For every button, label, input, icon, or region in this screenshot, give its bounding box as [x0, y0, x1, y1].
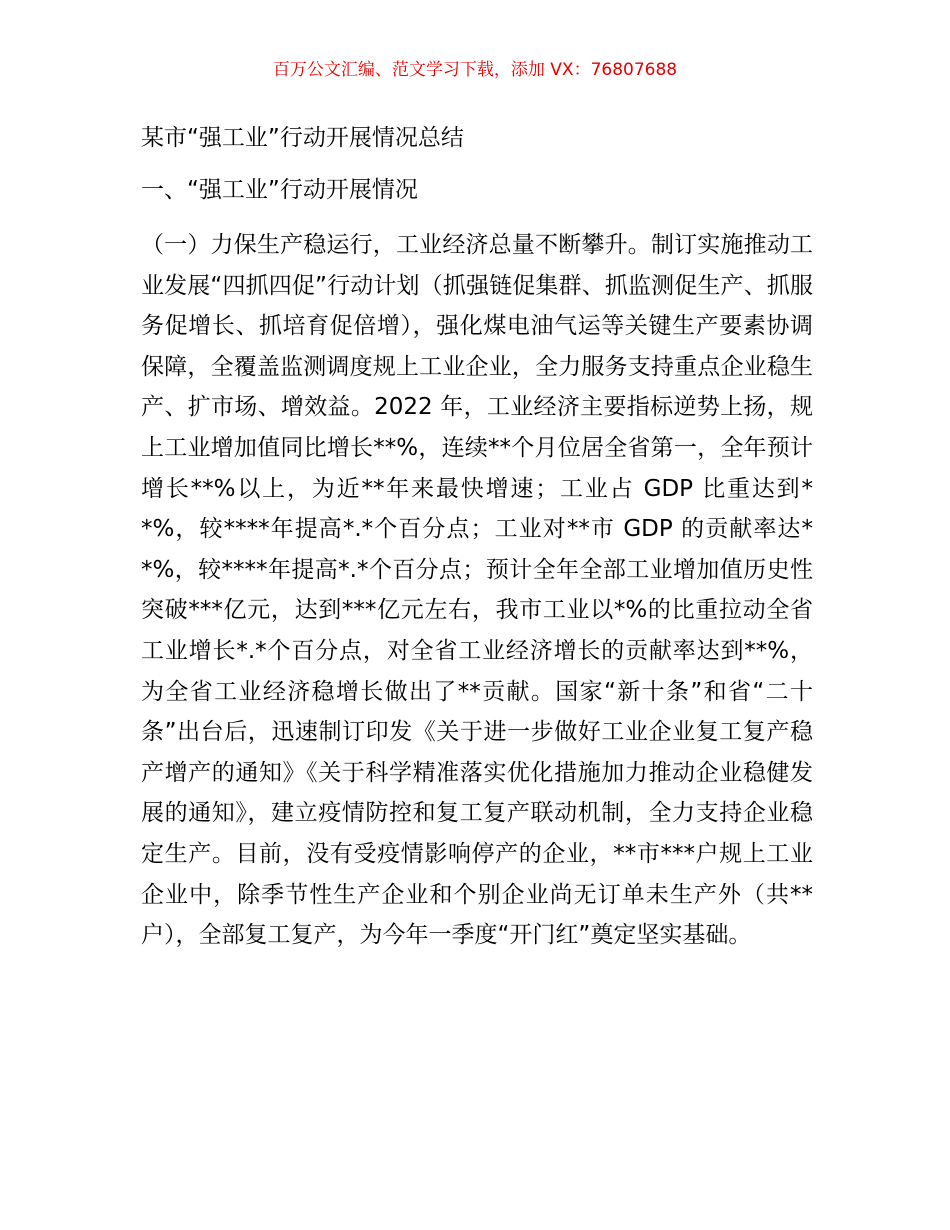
paragraph-body: 制订实施推动工业发展“四抓四促”行动计划（抓强链促集群、抓监测促生产、抓服务促增长、抓培育促倍增），强化煤电油气运等关键生产要素协调保障，全覆盖监测调度规上工业企业，全力服务支持重点企业稳生产、扩市场、增效益。2022 年，工业经济主要指标逆势上扬，规上工业增加值同比增长**%，连续**个月位居全省第一，全年预计增长**%以上，为近**年来最快增速；工业占 GDP 比重达到**%，较****年提高*.*个百分点；工业对**市 GDP 的贡献率达**%，较****年提高*.*个百分点；预计全年全部工业增加值历史性突破***亿元，达到***亿元左右，我市工业以*%的比重拉动全省工业增长*.*个百分点，对全省工业经济增长的贡献率达到**%，为全省工业经济稳增长做出了**贡献。国家“新十条”和省“二十条”出台后，迅速制订印发《关于进一步做好工业企业复工复产稳产增产的通知》《关于科学精准落实优化措施加力推动企业稳健发展的通知》，建立疫情防控和复工复产联动机制，全力支持企业稳定生产。目前，没有受疫情影响停产的企业，**市***户规上工业企业中，除季节性生产企业和个别企业尚无订单未生产外（共**户），全部复工复产，为今年一季度“开门红”奠定坚实基础。: [141, 232, 814, 949]
document-title: 某市“强工业”行动开展情况总结: [141, 125, 464, 151]
watermark-header: 百万公文汇编、范文学习下载，添加 VX：76807688: [272, 60, 678, 80]
body-paragraph: [141, 225, 813, 956]
paragraph-lead: （一）力保生产稳运行，工业经济总量不断攀升。: [141, 232, 651, 258]
section-heading: 一、“强工业”行动开展情况: [141, 177, 418, 203]
